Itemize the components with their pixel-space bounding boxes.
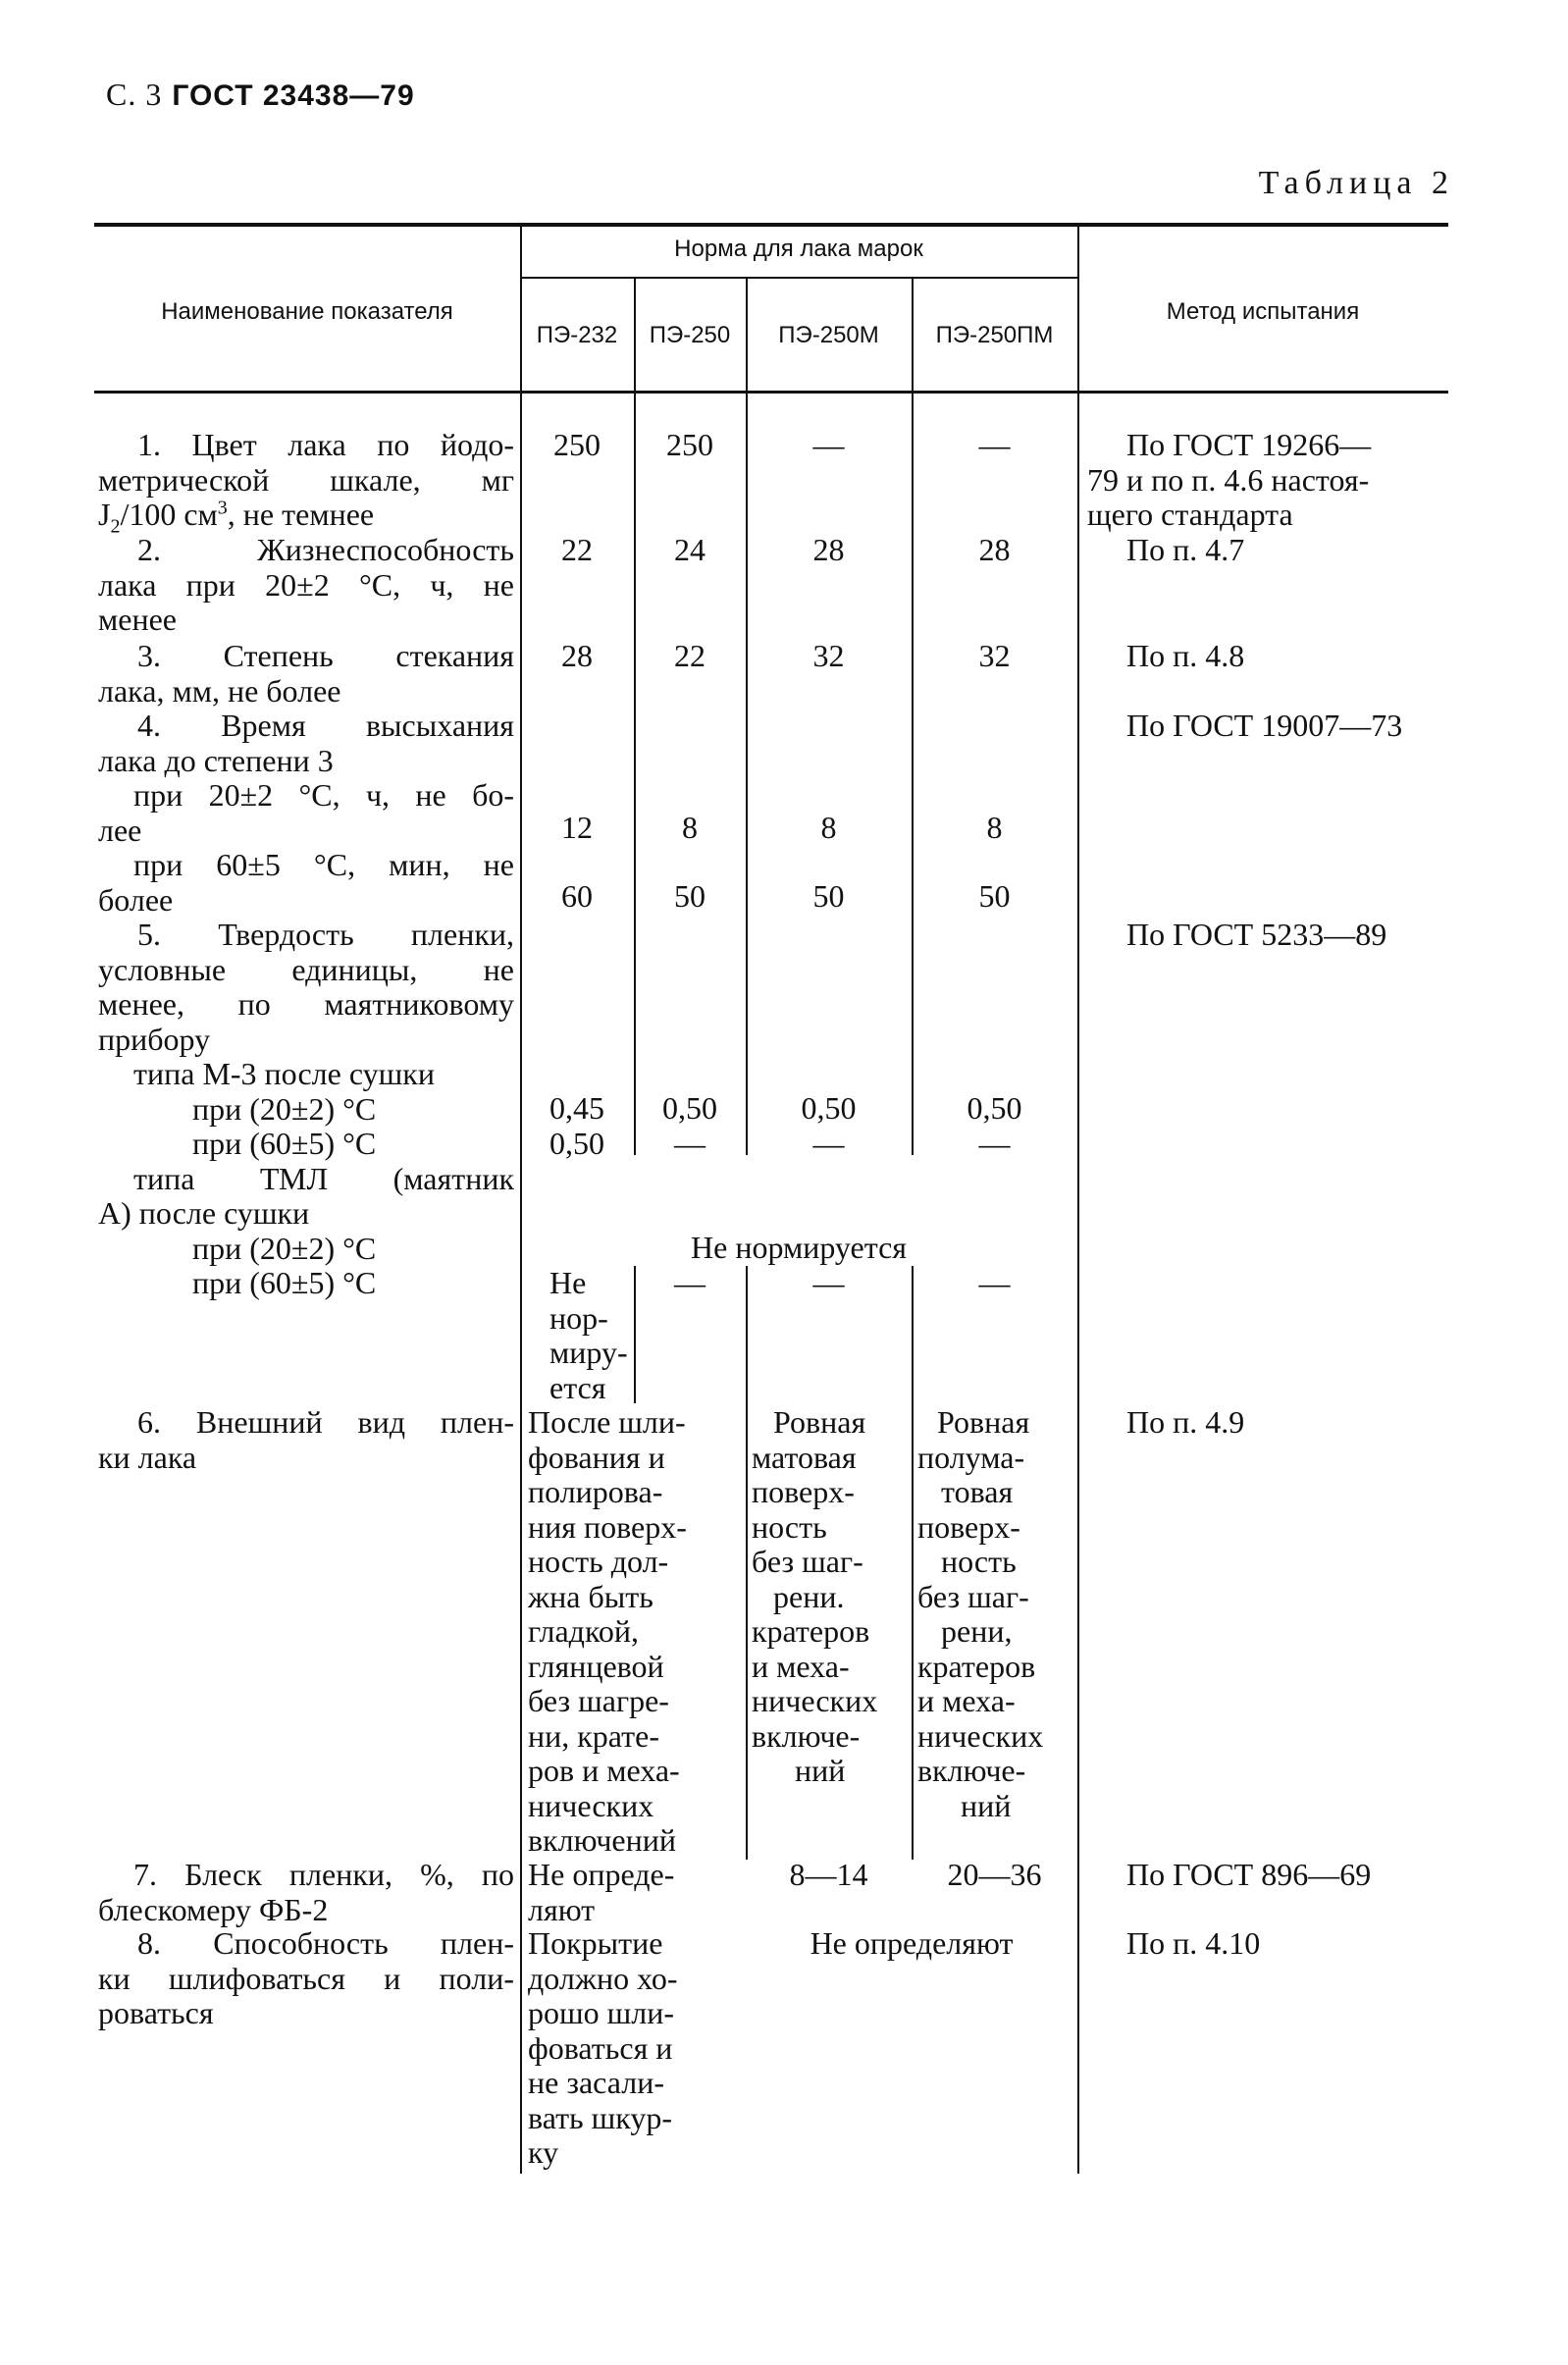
row-5-tml-t60-value-pe250pm: — bbox=[978, 1265, 1011, 1300]
row-2-value-pe250: 24 bbox=[674, 532, 706, 567]
value-line: Покрытие bbox=[528, 1925, 663, 1961]
value-line: полирова- bbox=[528, 1474, 663, 1509]
name-part: 3 bbox=[217, 497, 228, 519]
row-7-method: По ГОСТ 896—69 bbox=[1126, 1857, 1372, 1892]
value-line: ний bbox=[961, 1787, 1012, 1823]
name-line: прибору bbox=[98, 1021, 211, 1057]
row-8-method: По п. 4.10 bbox=[1126, 1925, 1261, 1961]
value-line: полума- bbox=[917, 1439, 1025, 1475]
name-line: роваться bbox=[98, 1995, 214, 2030]
row-2-name bbox=[98, 533, 514, 638]
name-line: 1. Цвет лака по йодо- bbox=[137, 427, 514, 462]
col-divider-method bbox=[1077, 397, 1079, 2174]
value-line: рени. bbox=[773, 1578, 845, 1614]
row-1-name bbox=[98, 427, 514, 538]
row-3-method: По п. 4.8 bbox=[1126, 638, 1245, 673]
row-7-value-pe250m: 8—14 bbox=[789, 1857, 868, 1892]
name-line: 5. Твердость пленки, bbox=[137, 917, 514, 952]
row-2-value-pe250m: 28 bbox=[812, 532, 845, 567]
value-line: кратеров bbox=[917, 1648, 1036, 1684]
row-8-name bbox=[98, 1926, 514, 2031]
value-line: ров и меха- bbox=[528, 1753, 680, 1788]
row-5-m3-t20-value-pe250pm: 0,50 bbox=[967, 1090, 1022, 1126]
standard-number: ГОСТ 23438—79 bbox=[172, 79, 415, 112]
row-6-value-pe232-pe250 bbox=[528, 1405, 746, 1859]
row-3-value-pe250m: 32 bbox=[812, 638, 845, 673]
row-6-name bbox=[98, 1405, 514, 1475]
column-header-pe232: ПЭ-232 bbox=[536, 322, 618, 348]
method-line: По ГОСТ 19266— bbox=[1126, 427, 1372, 462]
name-line: менее, по маятниковому bbox=[98, 986, 514, 1022]
name-part: J bbox=[98, 497, 111, 532]
row-1-value-pe232: 250 bbox=[553, 427, 601, 462]
value-line: без шаг- bbox=[917, 1578, 1029, 1614]
value-line: вать шкур- bbox=[528, 2099, 673, 2135]
row-4-sub2-value-pe250pm: 50 bbox=[978, 878, 1011, 914]
value-line: и меха- bbox=[752, 1648, 850, 1684]
value-line: поверх- bbox=[917, 1508, 1020, 1545]
value-line: включений bbox=[528, 1822, 676, 1858]
value-line: ний bbox=[795, 1753, 846, 1788]
row-4-method: По ГОСТ 19007—73 bbox=[1126, 708, 1403, 743]
name-part: , не темнее bbox=[227, 497, 375, 532]
name-line: 8. Способность плен- bbox=[137, 1925, 514, 1961]
name-line: при (20±2) °С bbox=[192, 1230, 377, 1266]
value-line: Не опреде- bbox=[528, 1857, 675, 1892]
name-line: 3. Степень стекания bbox=[137, 638, 514, 673]
header-bottom-rule bbox=[94, 391, 1448, 394]
value-line: кратеров bbox=[752, 1613, 870, 1649]
value-line: нических bbox=[752, 1683, 878, 1718]
value-line: фоваться и bbox=[528, 2029, 673, 2066]
value-line: ляют bbox=[528, 1891, 596, 1927]
name-line: 4. Время высыхания bbox=[137, 708, 514, 743]
row-1-value-pe250: 250 bbox=[666, 427, 713, 462]
value-line: ни, крате- bbox=[528, 1717, 660, 1754]
value-line: без шагре- bbox=[528, 1683, 669, 1718]
row-3-value-pe250pm: 32 bbox=[978, 638, 1011, 673]
row-7-value-pe232-pe250 bbox=[528, 1858, 746, 1927]
row-4-sub1-value-pe250pm: 8 bbox=[986, 810, 1003, 845]
value-line: нических bbox=[917, 1717, 1044, 1754]
column-header-name: Наименование показателя bbox=[161, 298, 453, 325]
row-5-m3-t60-value-pe250pm: — bbox=[978, 1126, 1011, 1161]
name-line: 7. Блеск пленки, %, по bbox=[133, 1857, 514, 1892]
row-5-tml-t20-value: Не нормируется bbox=[691, 1230, 907, 1265]
row-1-value-pe250pm: — bbox=[978, 427, 1011, 462]
col-divider-name bbox=[520, 1428, 522, 2174]
col-divider-250 bbox=[746, 397, 748, 1155]
name-line: ки шлифоваться и поли- bbox=[98, 1960, 514, 1996]
name-line: лака при 20±2 °С, ч, не bbox=[98, 566, 514, 603]
table-label: Таблица 2 bbox=[1258, 165, 1454, 201]
value-line: не засали- bbox=[528, 2065, 664, 2100]
row-4-sub2-value-pe250m: 50 bbox=[812, 878, 845, 914]
col-divider-250 bbox=[746, 1266, 748, 1860]
value-line: После шли- bbox=[528, 1404, 686, 1440]
method-line: 79 и по п. 4.6 настоя- bbox=[1087, 461, 1370, 498]
row-4-sub2-value-pe250: 50 bbox=[674, 878, 706, 914]
col-divider-232 bbox=[634, 397, 636, 1155]
value-line: ность дол- bbox=[528, 1544, 669, 1579]
row-7-name bbox=[98, 1858, 514, 1927]
row-4-sub2-value-pe232: 60 bbox=[561, 878, 593, 914]
name-part: /100 см bbox=[120, 497, 218, 532]
row-5-m3-t60-value-pe232: 0,50 bbox=[549, 1126, 604, 1161]
value-line: миру- bbox=[549, 1335, 628, 1370]
row-5-m3-t60-value-pe250: — bbox=[674, 1126, 706, 1161]
row-5-tml-t60-value-pe250: — bbox=[674, 1265, 706, 1300]
row-5-tml-t60-value-pe232 bbox=[549, 1266, 634, 1405]
value-line: Ровная bbox=[937, 1404, 1030, 1440]
value-line: ется bbox=[549, 1369, 606, 1405]
value-line: ность bbox=[941, 1544, 1017, 1579]
name-line: 2. Жизнеспособность bbox=[137, 532, 514, 567]
value-line: Ровная bbox=[773, 1404, 866, 1440]
value-line: рошо шли- bbox=[528, 1995, 675, 2030]
column-header-norm-group: Норма для лака марок bbox=[674, 236, 923, 262]
name-line: типа ТМЛ (маятник bbox=[133, 1160, 514, 1196]
row-5-m3-t60-value-pe250m: — bbox=[812, 1126, 845, 1161]
name-line: ки лака bbox=[98, 1439, 197, 1475]
value-line: нических bbox=[528, 1787, 654, 1823]
name-line: при (20±2) °С bbox=[192, 1090, 377, 1127]
column-header-pe250m: ПЭ-250М bbox=[778, 322, 879, 348]
row-1-value-pe250m: — bbox=[812, 427, 845, 462]
row-6-value-pe250pm bbox=[917, 1405, 1077, 1823]
name-line: лака до степени 3 bbox=[98, 742, 334, 778]
row-4-sub1-value-pe250: 8 bbox=[682, 810, 698, 845]
name-line: типа М-3 после сушки bbox=[133, 1056, 435, 1091]
name-line: 6. Внешний вид плен- bbox=[137, 1404, 514, 1440]
page-number: С. 3 bbox=[106, 77, 163, 112]
value-line: включе- bbox=[917, 1753, 1026, 1788]
column-header-method: Метод испытания bbox=[1166, 298, 1360, 325]
name-line: при 20±2 °С, ч, не бо- bbox=[133, 777, 514, 813]
row-5-m3-t20-value-pe250: 0,50 bbox=[662, 1090, 717, 1126]
row-8-value-pe232-pe250 bbox=[528, 1926, 746, 2171]
row-3-value-pe250: 22 bbox=[674, 638, 706, 673]
name-line: лее bbox=[98, 812, 142, 848]
name-line: при 60±5 °С, мин, не bbox=[133, 847, 514, 882]
row-5-m3-t20-value-pe232: 0,45 bbox=[549, 1090, 604, 1126]
row-4-name bbox=[98, 709, 514, 918]
col-divider-250m bbox=[912, 397, 914, 1155]
col-divider-250m bbox=[912, 1266, 914, 1860]
name-line: блескомеру ФБ-2 bbox=[98, 1891, 329, 1927]
name-line: условные единицы, не bbox=[98, 951, 514, 987]
value-line: глянцевой bbox=[528, 1648, 664, 1684]
row-3-name bbox=[98, 639, 514, 709]
row-4-sub1-value-pe232: 12 bbox=[561, 810, 593, 845]
page-header bbox=[106, 77, 415, 113]
column-header-pe250: ПЭ-250 bbox=[649, 322, 731, 348]
row-5-method: По ГОСТ 5233—89 bbox=[1126, 917, 1387, 952]
row-2-value-pe250pm: 28 bbox=[978, 532, 1011, 567]
name-line: лака, мм, не более bbox=[98, 672, 341, 709]
value-line: включе- bbox=[752, 1717, 861, 1754]
row-7-value-pe250pm: 20—36 bbox=[947, 1857, 1042, 1892]
name-line: менее bbox=[98, 602, 177, 637]
value-line: должно хо- bbox=[528, 1960, 678, 1996]
row-6-value-pe250m bbox=[752, 1405, 912, 1789]
value-line: нор- bbox=[549, 1299, 608, 1336]
value-line: поверх- bbox=[752, 1474, 855, 1509]
norm-group-rule bbox=[520, 277, 1077, 279]
value-line: ность bbox=[752, 1508, 827, 1545]
table-top-rule bbox=[94, 223, 1448, 227]
name-line: при (60±5) °С bbox=[192, 1265, 377, 1300]
value-line: матовая bbox=[752, 1439, 857, 1475]
row-5-tml-t60-value-pe250m: — bbox=[812, 1265, 845, 1300]
row-5-name bbox=[98, 918, 514, 1301]
name-line: более bbox=[98, 881, 174, 918]
name-line: А) после сушки bbox=[98, 1195, 310, 1231]
row-6-method: По п. 4.9 bbox=[1126, 1404, 1245, 1440]
column-header-pe250pm: ПЭ-250ПМ bbox=[935, 322, 1054, 348]
name-line: при (60±5) °С bbox=[192, 1126, 377, 1161]
value-line: гладкой, bbox=[528, 1613, 639, 1649]
value-line: товая bbox=[941, 1474, 1014, 1509]
name-part: 2 bbox=[110, 515, 121, 538]
value-line: и меха- bbox=[917, 1683, 1016, 1718]
value-line: жна быть bbox=[528, 1578, 653, 1614]
value-line: фования и bbox=[528, 1439, 665, 1475]
value-line: Не bbox=[549, 1265, 587, 1300]
row-3-value-pe232: 28 bbox=[561, 638, 593, 673]
row-1-method bbox=[1087, 428, 1460, 533]
row-4-sub1-value-pe250m: 8 bbox=[820, 810, 837, 845]
row-2-value-pe232: 22 bbox=[561, 532, 593, 567]
row-2-method: По п. 4.7 bbox=[1126, 532, 1245, 567]
name-line bbox=[98, 497, 514, 538]
row-8-value-pe250m-pe250pm: Не определяют bbox=[810, 1925, 1014, 1961]
value-line: ку bbox=[528, 2134, 559, 2170]
method-line: щего стандарта bbox=[1087, 497, 1293, 532]
name-line: метрической шкале, мг bbox=[98, 461, 514, 498]
row-5-m3-t20-value-pe250m: 0,50 bbox=[801, 1090, 857, 1126]
value-line: ния поверх- bbox=[528, 1508, 687, 1545]
value-line: рени, bbox=[941, 1613, 1013, 1649]
value-line: без шаг- bbox=[752, 1544, 863, 1579]
